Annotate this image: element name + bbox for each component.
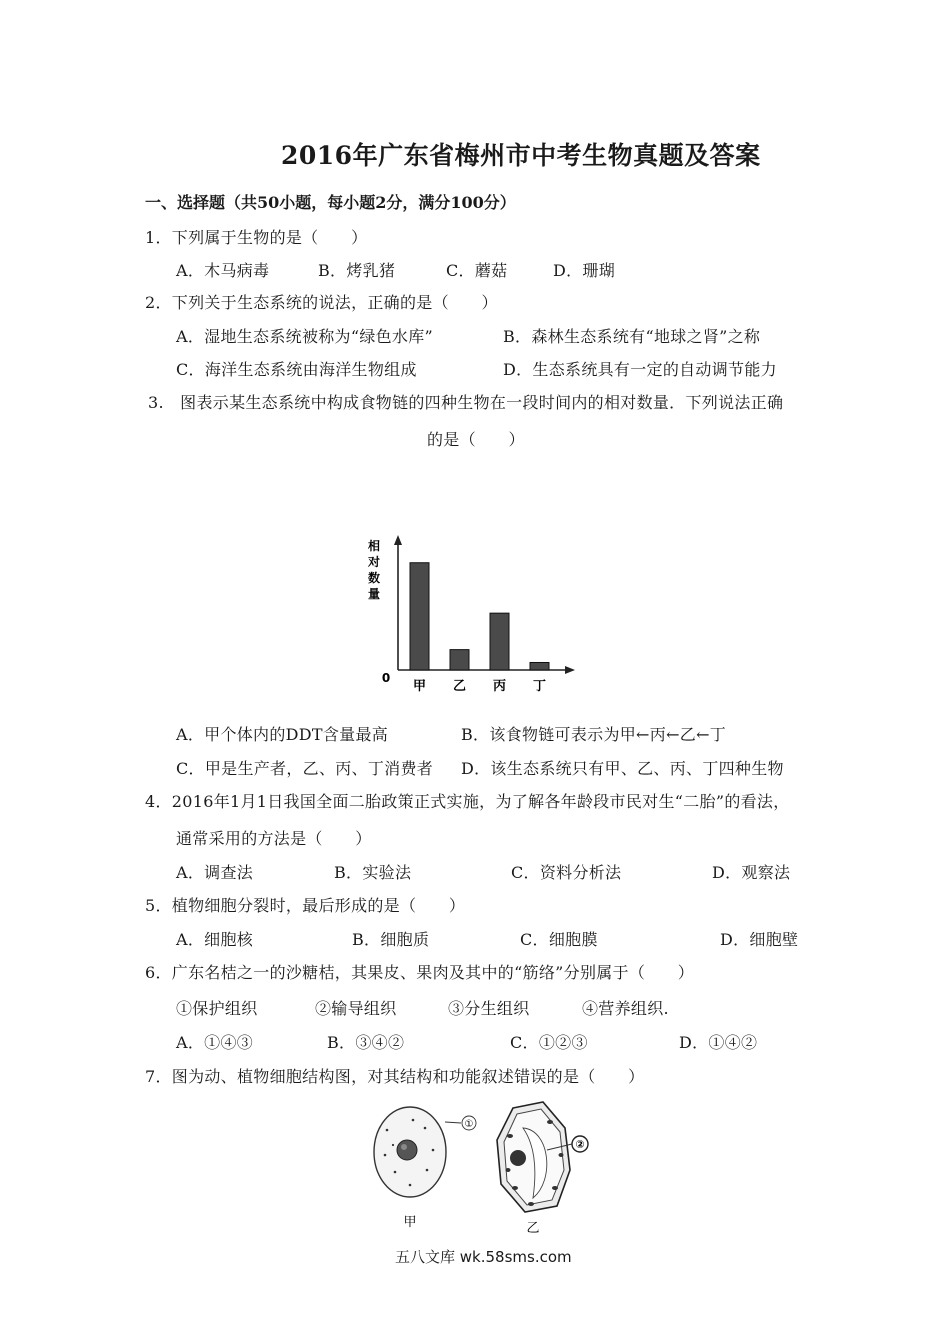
question-6-stem: 6．广东名桔之一的沙糖桔，其果皮、果肉及其中的“筋络”分别属于（ ） xyxy=(145,963,695,982)
q1-option-c: C．蘑菇 xyxy=(446,261,508,280)
q5-option-a: A．细胞核 xyxy=(176,930,254,949)
q1-option-b: B．烤乳猪 xyxy=(318,261,396,280)
chart-ylabel-char: 对 xyxy=(367,555,381,569)
question-3-stem: 3. 图表示某生态系统中构成食物链的四种生物在一段时间内的相对数量．下列说法正确 xyxy=(148,393,784,412)
q6-option-b: B．③④② xyxy=(327,1033,405,1052)
question-4-stem-cont: 通常采用的方法是（ ） xyxy=(176,829,372,848)
question-7-stem: 7．图为动、植物细胞结构图，对其结构和功能叙述错误的是（ ） xyxy=(145,1067,645,1086)
cell-structure-figure xyxy=(365,1100,605,1240)
q6-tissue-3: ③分生组织 xyxy=(448,999,530,1018)
x-tick-label: 甲 xyxy=(412,679,427,694)
question-1-stem: 1．下列属于生物的是（ ） xyxy=(145,228,368,247)
bar-2 xyxy=(450,650,469,670)
question-2-stem: 2．下列关于生态系统的说法，正确的是（ ） xyxy=(145,293,498,312)
plant-cell-label: 乙 xyxy=(526,1221,540,1236)
x-tick-label: 丁 xyxy=(532,679,547,694)
q6-tissue-2: ②输导组织 xyxy=(315,999,397,1018)
q2-option-d: D．生态系统具有一定的自动调节能力 xyxy=(503,360,777,379)
q5-option-b: B．细胞质 xyxy=(352,930,430,949)
chart-ylabel-char: 量 xyxy=(367,587,381,601)
q6-option-a: A．①④③ xyxy=(176,1033,254,1052)
q2-option-a: A．湿地生态系统被称为“绿色水库” xyxy=(176,327,434,346)
bar-3 xyxy=(490,613,509,670)
footer-watermark: 五八文库 wk.58sms.com xyxy=(395,1248,572,1266)
q2-option-b: B．森林生态系统有“地球之肾”之称 xyxy=(503,327,761,346)
q3-option-d: D．该生态系统只有甲、乙、丙、丁四种生物 xyxy=(461,759,784,778)
q6-option-c: C．①②③ xyxy=(510,1033,588,1052)
bar-4 xyxy=(530,662,549,670)
q6-tissue-4: ④营养组织. xyxy=(582,999,669,1018)
q3-option-b: B．该食物链可表示为甲←丙←乙←丁 xyxy=(461,725,727,744)
chart-ylabel-char: 数 xyxy=(367,571,381,585)
relative-quantity-bar-chart xyxy=(360,532,590,702)
animal-cell xyxy=(374,1107,476,1197)
animal-cell-label: 甲 xyxy=(403,1215,417,1230)
x-tick-label: 乙 xyxy=(452,679,467,694)
q3-option-c: C．甲是生产者，乙、丙、丁消费者 xyxy=(176,759,434,778)
q5-option-d: D．细胞壁 xyxy=(720,930,799,949)
section-heading: 一、选择题（共50小题，每小题2分，满分100分） xyxy=(145,193,516,212)
q3-option-a: A．甲个体内的DDT含量最高 xyxy=(176,725,389,744)
chart-origin-label: 0 xyxy=(381,671,391,685)
q6-option-d: D．①④② xyxy=(679,1033,758,1052)
question-3-stem-cont: 的是（ ） xyxy=(427,430,525,449)
q2-option-c: C．海洋生态系统由海洋生物组成 xyxy=(176,360,417,379)
q6-tissue-1: ①保护组织 xyxy=(176,999,258,1018)
q4-option-d: D．观察法 xyxy=(712,863,791,882)
question-4-stem: 4．2016年1月1日我国全面二胎政策正式实施，为了解各年龄段市民对生“二胎”的看法， xyxy=(145,792,790,811)
page-title: 2016年广东省梅州市中考生物真题及答案 xyxy=(281,141,761,170)
marker-1: ① xyxy=(464,1119,474,1130)
q5-option-c: C．细胞膜 xyxy=(520,930,598,949)
marker-2: ② xyxy=(575,1138,585,1151)
q1-option-a: A．木马病毒 xyxy=(176,261,270,280)
x-tick-label: 丙 xyxy=(492,679,507,694)
q1-option-d: D．珊瑚 xyxy=(553,261,616,280)
question-5-stem: 5．植物细胞分裂时，最后形成的是（ ） xyxy=(145,896,466,915)
bar-1 xyxy=(410,563,429,670)
q4-option-a: A．调查法 xyxy=(176,863,254,882)
chart-ylabel-char: 相 xyxy=(367,539,381,553)
q4-option-c: C．资料分析法 xyxy=(511,863,622,882)
plant-cell xyxy=(497,1102,588,1212)
q4-option-b: B．实验法 xyxy=(334,863,412,882)
